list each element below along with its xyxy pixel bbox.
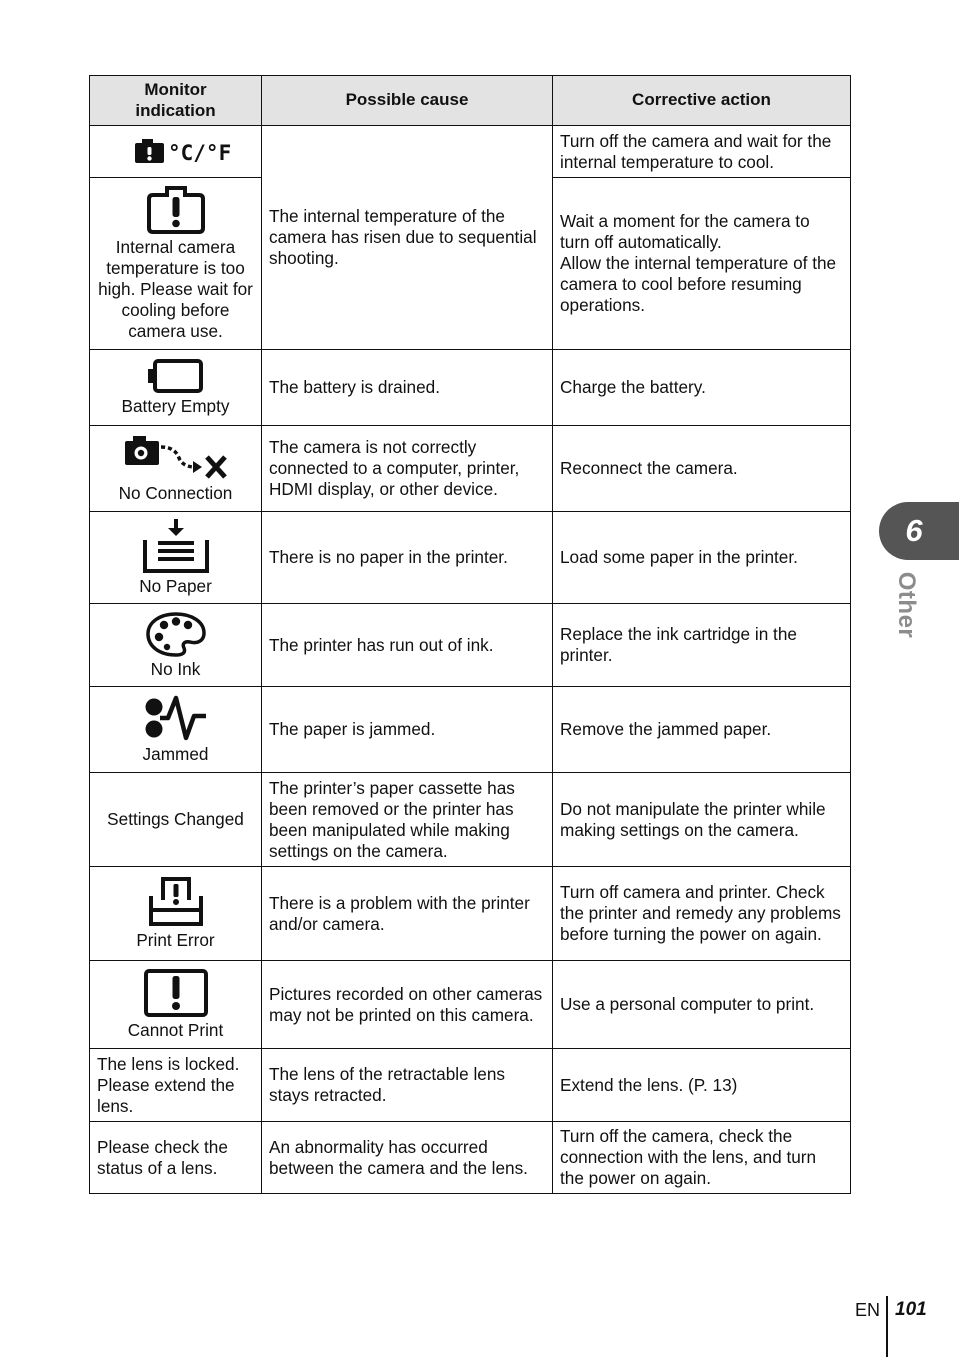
header-monitor-indication: Monitor indication bbox=[90, 76, 262, 126]
cause-cell: There is no paper in the printer. bbox=[262, 512, 553, 604]
cause-cell: Pictures recorded on other cameras may not be printed on this camera. bbox=[262, 961, 553, 1049]
footer-divider bbox=[886, 1296, 888, 1357]
page-number: 101 bbox=[895, 1299, 927, 1320]
table-header-row bbox=[90, 76, 851, 126]
indication-label: No Connection bbox=[118, 483, 233, 503]
cause-cell: The battery is drained. bbox=[262, 350, 553, 426]
table-row bbox=[90, 350, 851, 426]
table-row bbox=[90, 773, 851, 867]
indication-label: No Ink bbox=[150, 658, 201, 679]
cause-cell: The paper is jammed. bbox=[262, 687, 553, 773]
chapter-number: 6 bbox=[905, 513, 923, 548]
indication-label: Battery Empty bbox=[121, 396, 230, 416]
ink-palette-icon bbox=[145, 611, 207, 657]
indication-cell bbox=[90, 426, 262, 512]
footer-language: EN bbox=[855, 1300, 881, 1320]
cause-cell: An abnormality has occurred between the camera and the lens. bbox=[262, 1122, 553, 1194]
cause-cell: The camera is not correctly connected to a computer, printer, HDMI display, or other device. bbox=[262, 426, 553, 512]
action-cell: Remove the jammed paper. bbox=[553, 687, 851, 773]
indication-cell bbox=[90, 512, 262, 604]
action-cell: Do not manipulate the printer while making settings on the camera. bbox=[553, 773, 851, 867]
indication-cell bbox=[90, 961, 262, 1049]
no-connection-icon bbox=[123, 433, 229, 481]
paper-jam-icon bbox=[144, 694, 208, 742]
chapter-label: Other bbox=[893, 571, 920, 639]
table-row bbox=[90, 961, 851, 1049]
table-row bbox=[90, 687, 851, 773]
indication-label: Settings Changed bbox=[90, 773, 262, 867]
troubleshooting-table bbox=[89, 75, 851, 1194]
indication-label: Print Error bbox=[136, 930, 215, 950]
no-paper-icon bbox=[140, 518, 212, 574]
indication-cell bbox=[90, 867, 262, 961]
action-cell: Reconnect the camera. bbox=[553, 426, 851, 512]
indication-label: Internal camera temperature is too high. Please wait for cooling before camera use. bbox=[98, 237, 253, 341]
action-cell: Use a personal computer to print. bbox=[553, 961, 851, 1049]
indication-cell bbox=[90, 604, 262, 687]
indication-cell bbox=[90, 350, 262, 426]
cause-cell: The printer has run out of ink. bbox=[262, 604, 553, 687]
indication-cell bbox=[90, 126, 262, 178]
table-row bbox=[90, 604, 851, 687]
indication-label: Cannot Print bbox=[127, 1020, 224, 1040]
table-row bbox=[90, 1122, 851, 1194]
cause-cell: There is a problem with the printer and/or camera. bbox=[262, 867, 553, 961]
indication-label: The lens is locked. Please extend the lens. bbox=[90, 1049, 262, 1122]
action-cell: Turn off camera and printer. Check the printer and remedy any problems before turning the power on again. bbox=[553, 867, 851, 961]
warning-box-icon bbox=[145, 185, 207, 235]
svg-text:°C/°F: °C/°F bbox=[167, 140, 231, 165]
header-possible-cause: Possible cause bbox=[262, 76, 553, 126]
cannot-print-icon bbox=[143, 968, 209, 1018]
indication-label: Please check the status of a lens. bbox=[90, 1122, 262, 1194]
action-cell: Charge the battery. bbox=[553, 350, 851, 426]
print-error-icon bbox=[148, 876, 204, 928]
cause-cell: The internal temperature of the camera has risen due to sequential shooting. bbox=[262, 126, 553, 350]
table-row bbox=[90, 426, 851, 512]
action-cell: Turn off the camera and wait for the internal temperature to cool. bbox=[553, 126, 851, 178]
action-cell: Turn off the camera, check the connection with the lens, and turn the power on again. bbox=[553, 1122, 851, 1194]
cause-cell: The lens of the retractable lens stays retracted. bbox=[262, 1049, 553, 1122]
indication-cell bbox=[90, 178, 262, 350]
table-row bbox=[90, 126, 851, 178]
camera-temperature-icon bbox=[134, 136, 231, 166]
header-corrective-action: Corrective action bbox=[553, 76, 851, 126]
table-row bbox=[90, 512, 851, 604]
table-row bbox=[90, 1049, 851, 1122]
action-cell: Load some paper in the printer. bbox=[553, 512, 851, 604]
battery-empty-icon bbox=[147, 358, 205, 394]
action-cell: Replace the ink cartridge in the printer. bbox=[553, 604, 851, 687]
table-row bbox=[90, 867, 851, 961]
cause-cell: The printer’s paper cassette has been removed or the printer has been manipulated while making settings on the camera. bbox=[262, 773, 553, 867]
indication-label: Jammed bbox=[142, 744, 209, 764]
action-cell: Wait a moment for the camera to turn off automatically. Allow the internal temperature of the camera to cool before resuming operations. bbox=[553, 178, 851, 350]
action-cell: Extend the lens. (P. 13) bbox=[553, 1049, 851, 1122]
indication-cell bbox=[90, 687, 262, 773]
indication-label: No Paper bbox=[139, 576, 212, 596]
